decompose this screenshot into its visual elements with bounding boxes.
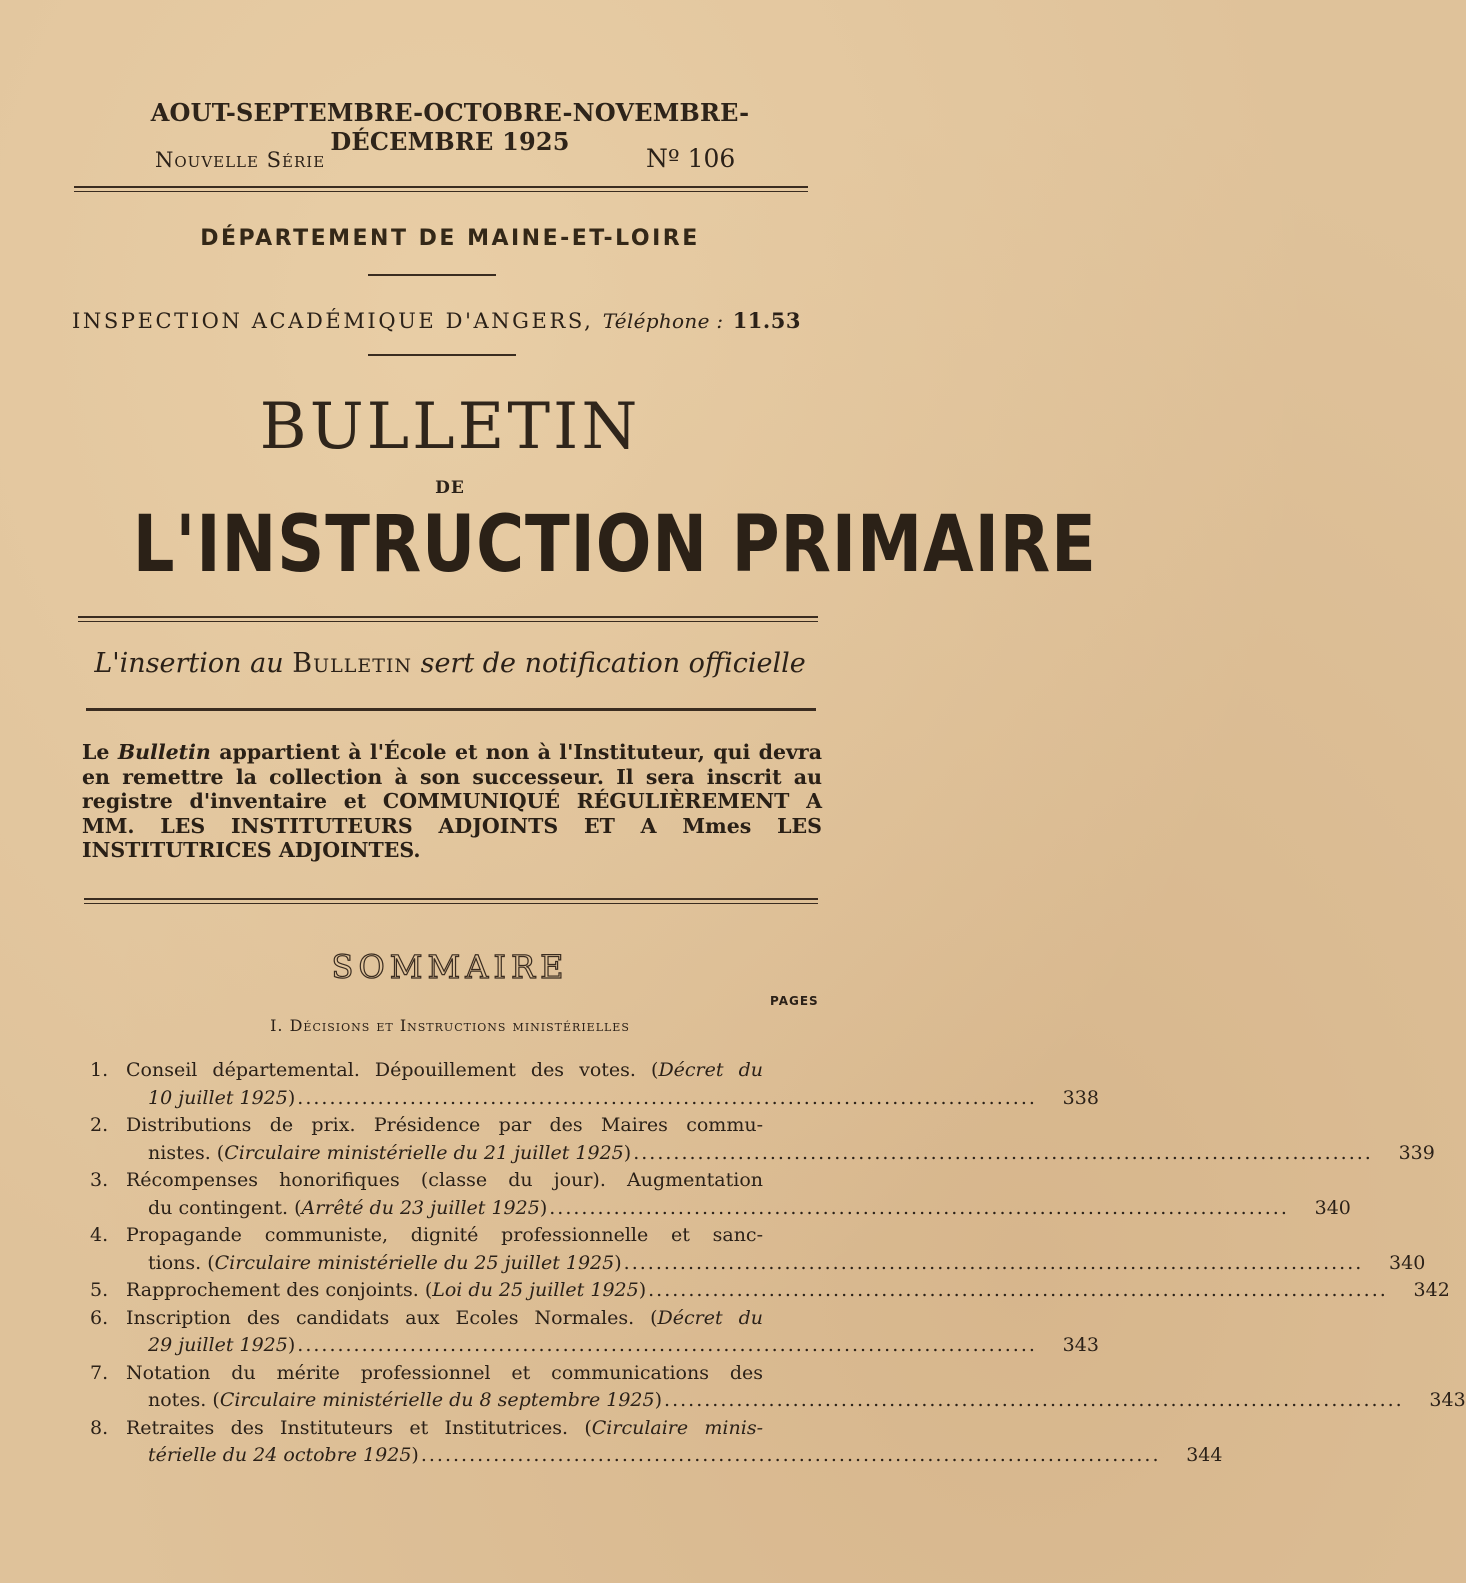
ownership-notice [82, 740, 822, 863]
toc-page-number: 343 [1062, 1334, 1099, 1356]
toc-entry [90, 1112, 1435, 1167]
insertion-bulletin: Bulletin [292, 648, 412, 679]
toc-entry-text: Conseil départemental. Dépouillement des votes. (Décret du [126, 1059, 763, 1081]
leader-dots: ............................................................................................ [633, 1141, 1373, 1164]
notice-bulletin: Bulletin [117, 740, 211, 764]
pages-column-label: PAGES [770, 994, 819, 1008]
leader-dots: ............................................................................................ [648, 1279, 1388, 1301]
toc-entry-text: Rapprochement des conjoints. (Loi du 25 juillet 1925) [126, 1279, 647, 1301]
inspection-line [72, 308, 822, 333]
notice-text-2: appartient à l'École et non à l'Instituteur, qui devra en remettre la collection à son successeur. Il sera inscrit au registre d'inventaire et COMMUNIQUÉ RÉGULIÈREMENT A MM. LES INSTITUTEURS ADJOINTS ET A Mmes LES INSTITUTRICES ADJOINTES. [82, 740, 822, 862]
toc-entry-text: Récompenses honorifiques (classe du jour). Augmentation [126, 1169, 763, 1191]
short-divider [368, 274, 496, 276]
toc-page-number: 339 [1398, 1141, 1435, 1164]
toc-entry-text-cont: 10 juillet 1925) [148, 1086, 296, 1109]
toc-page-number: 342 [1413, 1279, 1450, 1301]
toc-entry [90, 1277, 1450, 1305]
table-of-contents [90, 1057, 1466, 1470]
insertion-text-2: sert de notification officielle [420, 648, 806, 679]
issue-dateline: AOUT-SEPTEMBRE-OCTOBRE-NOVEMBRE-DÉCEMBRE 1925 [150, 98, 750, 156]
toc-entry-number: 4. [90, 1224, 109, 1246]
toc-entry-text-cont: tions. (Circulaire ministérielle du 25 juillet 1925) [148, 1251, 622, 1274]
insertion-notice [80, 648, 820, 679]
toc-page-number: 340 [1314, 1196, 1351, 1219]
department-heading: DÉPARTEMENT DE MAINE-ET-LOIRE [200, 226, 700, 251]
toc-page-number: 338 [1062, 1086, 1099, 1109]
toc-entry-text: Retraites des Instituteurs et Institutrices. (Circulaire minis- [126, 1416, 763, 1439]
leader-dots: ............................................................................................ [664, 1389, 1404, 1411]
toc-entry-number: 1. [90, 1059, 109, 1081]
insertion-text-1: L'insertion au [94, 648, 284, 679]
toc-entry-text: Propagande communiste, dignité professionnelle et sanc- [126, 1224, 763, 1246]
toc-entry-text-cont: térielle du 24 octobre 1925) [148, 1444, 419, 1466]
title-de: DE [435, 478, 465, 498]
section-title: I. Décisions et Instructions ministérielles [270, 1016, 630, 1035]
toc-entry [90, 1057, 1099, 1112]
leader-dots: ............................................................................................ [420, 1444, 1161, 1466]
toc-entry-text-cont: 29 juillet 1925) [148, 1334, 296, 1356]
issue-number: Nº 106 [646, 144, 736, 173]
toc-entry-text: Distributions de prix. Présidence par des Maires commu- [126, 1114, 763, 1136]
series-label: Nouvelle Série [155, 148, 326, 172]
toc-entry [90, 1222, 1426, 1277]
toc-entry-number: 5. [90, 1279, 109, 1301]
toc-entry-number: 3. [90, 1169, 109, 1191]
toc-entry [90, 1415, 1223, 1470]
notice-text-1: Le [82, 740, 110, 764]
toc-entry [90, 1167, 1351, 1222]
toc-entry [90, 1360, 1466, 1415]
toc-entry-number: 6. [90, 1306, 109, 1329]
leader-dots: ............................................................................................ [297, 1086, 1037, 1109]
toc-entry [90, 1305, 1099, 1360]
title-bulletin: BULLETIN [259, 390, 641, 464]
leader-dots: ............................................................................................ [623, 1251, 1364, 1274]
toc-entry-text-cont: notes. (Circulaire ministérielle du 8 septembre 1925) [148, 1389, 663, 1411]
header-rule [74, 186, 808, 192]
notice-rule [84, 898, 818, 904]
leader-dots: ............................................................................................ [549, 1196, 1289, 1219]
toc-entry-number: 2. [90, 1114, 109, 1136]
toc-entry-number: 8. [90, 1416, 109, 1439]
leader-dots: ............................................................................................ [297, 1334, 1037, 1356]
title-rule [78, 616, 818, 622]
insertion-rule [86, 708, 816, 711]
toc-entry-text-cont: nistes. (Circulaire ministérielle du 21 juillet 1925) [148, 1141, 632, 1164]
short-divider [368, 354, 516, 356]
sommaire-title: SOMMAIRE [331, 948, 569, 986]
inspection-name: INSPECTION ACADÉMIQUE D'ANGERS, [72, 309, 594, 333]
toc-entry-number: 7. [90, 1361, 109, 1384]
telephone-label: Téléphone : [602, 309, 724, 333]
telephone-number: 11.53 [732, 308, 801, 333]
toc-entry-text: Notation du mérite professionnel et communications des [126, 1361, 763, 1384]
title-instruction-primaire: L'INSTRUCTION PRIMAIRE [132, 500, 1097, 590]
toc-page-number: 344 [1186, 1444, 1223, 1466]
toc-entry-text-cont: du contingent. (Arrêté du 23 juillet 1925) [148, 1196, 548, 1219]
toc-page-number: 340 [1389, 1251, 1426, 1274]
toc-page-number: 343 [1429, 1389, 1466, 1411]
toc-entry-text: Inscription des candidats aux Ecoles Normales. (Décret du [126, 1306, 763, 1329]
